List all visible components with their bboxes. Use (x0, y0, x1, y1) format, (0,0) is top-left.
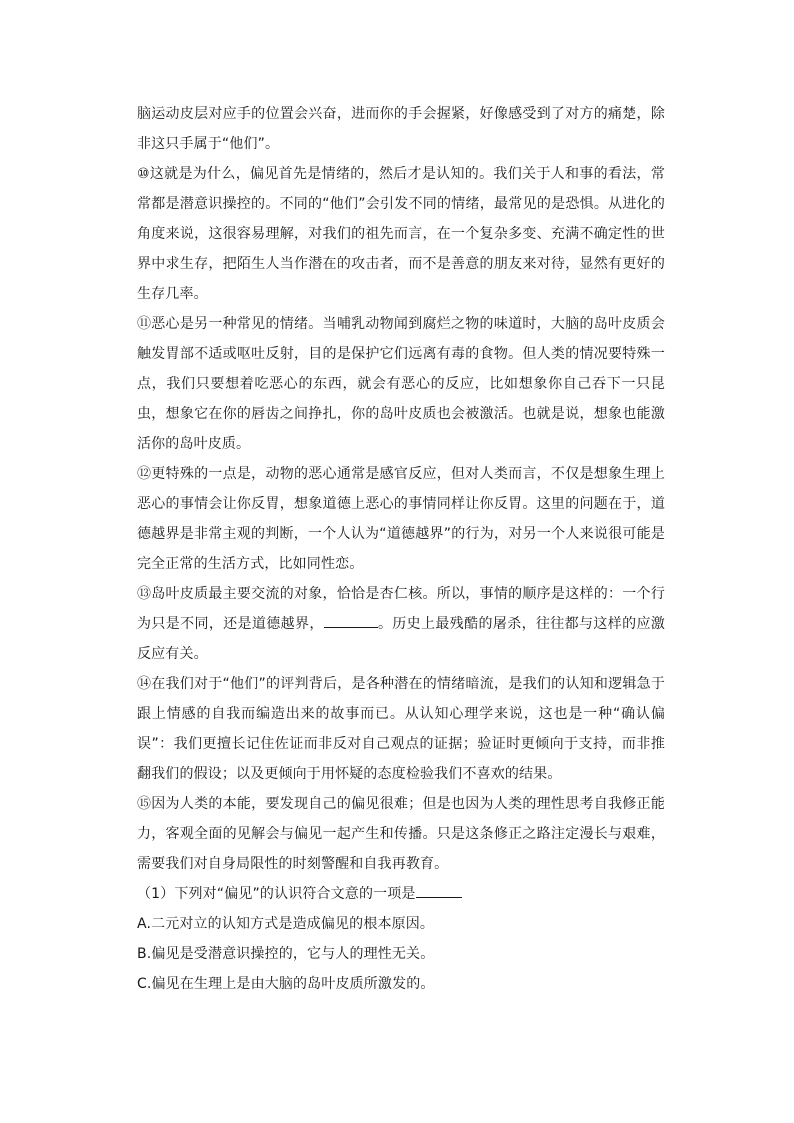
paragraph-15: ⑮因为人类的本能，要发现自己的偏见很难；但是也因为人类的理性思考自我修正能力，客观全面的见解会与偏见一起产生和传播。只是这条修正之路注定漫长与艰难，需要我们对自身局限性的时刻警醒和自我再教育。 (137, 796, 665, 872)
paragraph-12: ⑫更特殊的一点是，动物的恶心通常是感官反应，但对人类而言，不仅是想象生理上恶心的事情会让你反胃，想象道德上恶心的事情同样让你反胃。这里的问题在于，道德越界是非常主观的判断，一个人认为“道德越界”的行为，对另一个人来说很可能是完全正常的生活方式，比如同性恋。 (137, 466, 665, 572)
option-b: B.偏见是受潜意识操控的，它与人的理性无关。 (137, 946, 435, 962)
option-c: C.偏见在生理上是由大脑的岛叶皮质所激发的。 (137, 976, 435, 992)
question-stem-text: （1）下列对“偏见”的认识符合文意的一项是 (137, 886, 416, 902)
option-a: A.二元对立的认知方式是造成偏见的根本原因。 (137, 916, 435, 932)
fill-in-blank[interactable] (324, 615, 378, 628)
paragraph-10: ⑩这就是为什么，偏见首先是情绪的，然后才是认知的。我们关于人和事的看法，常常都是潜意识操控的。不同的“他们”会引发不同的情绪，最常见的是恐惧。从进化的角度来说，这很容易理解，对我们的祖先而言，在一个复杂多变、充满不确定性的世界中求生存，把陌生人当作潜在的攻击者，而不是善意的朋友来对待，显然有更好的生存几率。 (137, 166, 665, 302)
paragraph-11: ⑪恶心是另一种常见的情绪。当哺乳动物闻到腐烂之物的味道时，大脑的岛叶皮质会触发胃部不适或呕吐反射，目的是保护它们远离有毒的食物。但人类的情况要特殊一点，我们只要想着吃恶心的东西，就会有恶心的反应，比如想象你自己吞下一只昆虫，想象它在你的唇齿之间挣扎，你的岛叶皮质也会被激活。也就是说，想象也能激活你的岛叶皮质。 (137, 316, 665, 452)
paragraph-13-before-blank: ⑬岛叶皮质最主要交流的对象，恰恰是杏仁核。所以，事情的顺序是这样的：一个行为只是不同，还是道德越界， (137, 586, 665, 632)
article-body (137, 99, 665, 999)
paragraph-13 (137, 579, 665, 669)
paragraph-14: ⑭在我们对于“他们”的评判背后，是各种潜在的情绪暗流，是我们的认知和逻辑急于跟上情感的自我而编造出来的故事而已。从认知心理学来说，这也是一种“确认偏误”：我们更擅长记住佐证而非反对自己观点的证据；验证时更倾向于支持，而非推翻我们的假设；以及更倾向于用怀疑的态度检验我们不喜欢的结果。 (137, 676, 665, 782)
question-stem (137, 879, 665, 909)
paragraph-13-after-blank: 。历史上最残酷的屠杀，往往都与这样的应激反应有关。 (137, 616, 666, 662)
answer-blank[interactable] (416, 885, 462, 898)
paragraph-continuation: 脑运动皮层对应手的位置会兴奋，进而你的手会握紧，好像感受到了对方的痛楚，除非这只手属于“他们”。 (137, 106, 665, 152)
